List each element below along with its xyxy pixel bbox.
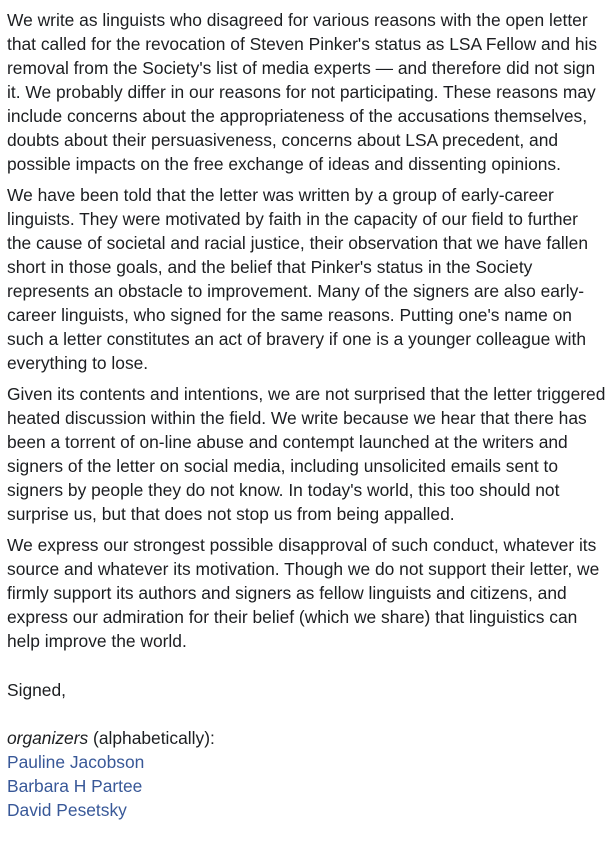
letter-paragraph-1: We write as linguists who disagreed for various reasons with the open letter that called for the revocation of Steven Pinker's status as LSA Fellow and his removal from the Society's list of media experts — and therefore did not sign it. We probably differ in our reasons for not participating. These reasons may include concerns about the appropriateness of the accusations themselves, doubts about their persuasiveness, concerns about LSA precedent, and possible impacts on the free exchange of ideas and dissenting opinions. — [7, 10, 598, 174]
spacer — [7, 702, 606, 726]
letter-paragraph-3: Given its contents and intentions, we are not surprised that the letter triggered heated discussion within the field. We write because we hear that there has been a torrent of on-line abuse and contempt launched at the writers and signers of the letter on social media, including unsolicited emails sent to signers by people they do not know. In today's world, this too should not surprise us, but that does not stop us from being appalled. — [7, 384, 606, 524]
letter-paragraph-2: We have been told that the letter was written by a group of early-career linguists. They were motivated by faith in the capacity of our field to further the cause of societal and racial justice, their observation that we have fallen short in those goals, and the belief that Pinker's status in the Society represents an obstacle to improvement. Many of the signers are also early-career linguists, who signed for the same reasons. Putting one's name on such a letter constitutes an act of bravery if one is a younger colleague with everything to lose. — [7, 185, 588, 373]
organizers-note: (alphabetically): — [88, 728, 215, 748]
signed-label: Signed, — [7, 680, 66, 700]
spacer — [7, 660, 606, 678]
signer-link-jacobson[interactable]: Pauline Jacobson — [7, 752, 145, 772]
organizers-heading — [7, 726, 606, 750]
organizers-label: organizers — [7, 728, 89, 748]
letter-paragraph-4: We express our strongest possible disapproval of such conduct, whatever its source and whatever its motivation. Though we do not support their letter, we firmly support its authors and signers as fellow linguists and citizens, and express our admiration for their belief (which we share) that linguistics can help improve the world. — [7, 535, 600, 651]
signer-link-pesetsky[interactable]: David Pesetsky — [7, 800, 127, 820]
signer-link-partee[interactable]: Barbara H Partee — [7, 776, 143, 796]
